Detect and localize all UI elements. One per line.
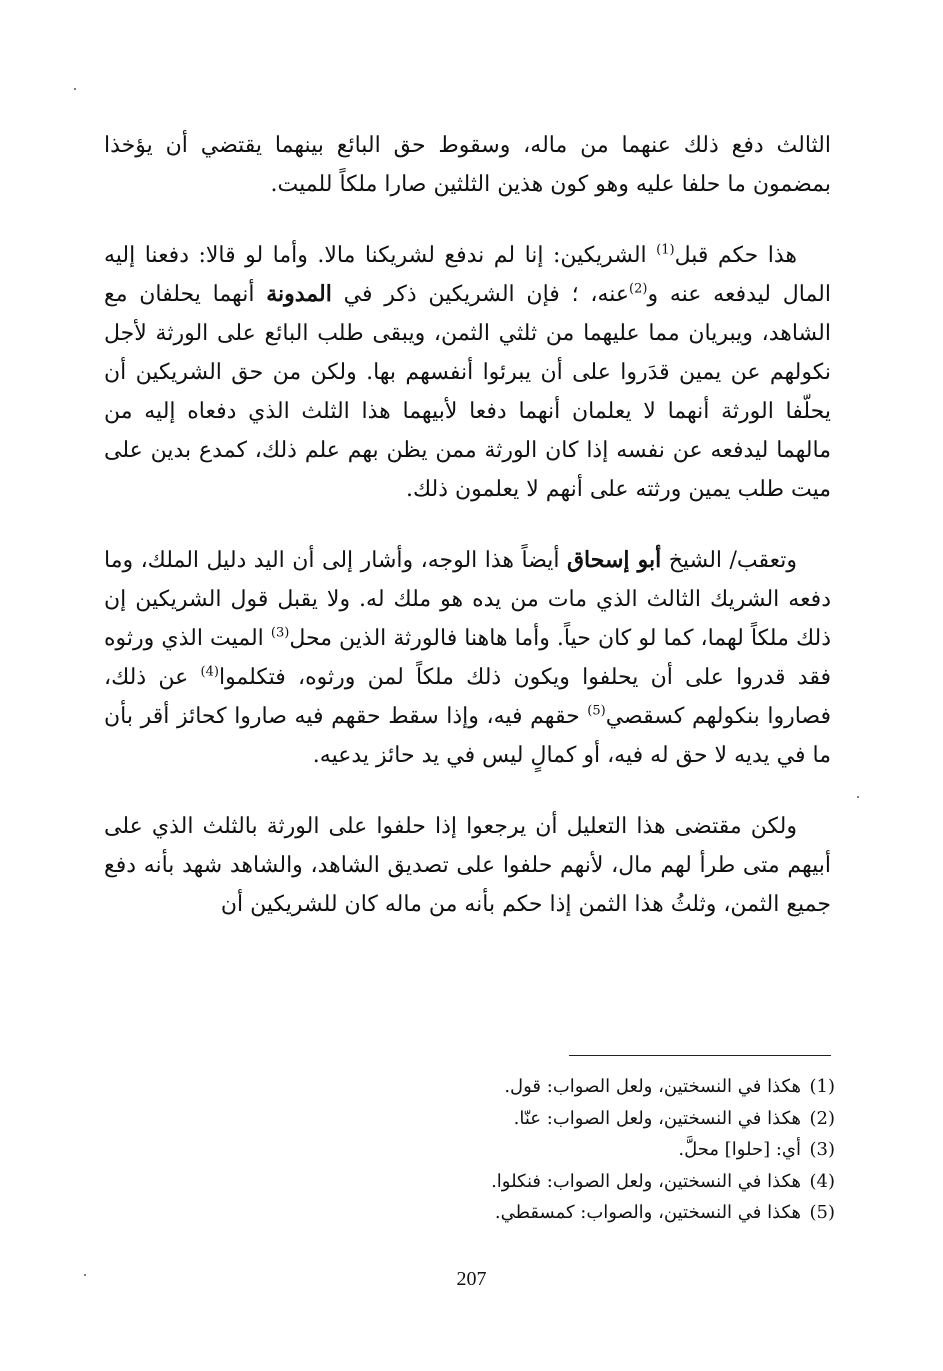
footnote-text: أي: [حلوا] محلَّ. — [678, 1139, 801, 1160]
scan-speck — [857, 796, 859, 798]
footnote-number: (4) — [809, 1170, 835, 1192]
p3-text-b: أيضاً هذا الوجه، وأشار إلى أن اليد دليل الملك، وما دفعه الشريك الثالث الذي مات من يده هو ملك له. ولا يقبل قول الشريكين إن ذلك ملكاً لهما، كما لو كان حياً. وأما هاهنا فالورثة الذين محل — [104, 548, 831, 651]
footnote-text: هكذا في النسختين، ولعل الصواب: قول. — [504, 1076, 801, 1097]
footnote-text: هكذا في النسختين، والصواب: كمسقطي. — [494, 1202, 801, 1223]
p2-text-d: أنهما يحلفان مع الشاهد، ويبريان مما عليهما من ثلثي الثمن، ويبقى طلب البائع على الورثة لأجل نكولهم عن يمين قدَروا على أن يبرئوا أنفسهم بها. ولكن من حق الشريكين أن يحلّفا الورثة أنهما لا يعلمان أنهما دفعا لأبيهما هذا الثلث الذي دفعاه إليه من مالهما ليدفعه عن نفسه إذا كان الورثة ممن يظن بهم علم ذلك، كمدع بدين على ميت طلب يمين ورثته على أنهم لا يعلمون ذلك. — [104, 282, 831, 502]
scan-speck — [84, 1274, 86, 1276]
footnote-ref-5: (5) — [587, 703, 606, 719]
scan-speck — [74, 88, 76, 90]
p2-text-b: الشريكين: إنا لم ندفع لشريكنا مالا. وأما لو قالا: دفعنا إليه المال ليدفعه عنه و — [104, 243, 831, 307]
footnotes — [104, 1071, 835, 1229]
p2-text-a: هذا حكم قبل — [674, 243, 797, 268]
footnote-number: (5) — [809, 1202, 835, 1223]
footnote-5 — [104, 1197, 835, 1229]
footnote-3 — [104, 1134, 835, 1166]
paragraph-1: الثالث دفع ذلك عنهما من ماله، وسقوط حق البائع بينهما يقتضي أن يؤخذا بمضمون ما حلفا عليه وهو كون هذين الثلثين صارا ملكاً للميت. — [104, 133, 831, 197]
footnote-ref-4: (4) — [200, 664, 219, 680]
p3-text-c: الميت الذي ورثوه فقد قدروا على أن يحلفوا ويكون ذلك ملكاً لمن ورثوه، فتكلموا — [104, 626, 831, 690]
footnote-number: (1) — [809, 1076, 835, 1097]
footnote-4 — [104, 1166, 835, 1198]
footnote-number: (2) — [809, 1107, 835, 1129]
footnote-number: (3) — [809, 1139, 835, 1160]
p2-text-c: عنه، ؛ فإن الشريكين ذكر في — [331, 282, 630, 307]
book-title-mudawwana: المدونة — [266, 281, 332, 307]
p3-text-a: وتعقب/ الشيخ — [661, 548, 797, 573]
footnote-text: هكذا في النسختين، ولعل الصواب: عنّا. — [513, 1107, 801, 1129]
page-number: 207 — [456, 1268, 487, 1290]
scholar-name: أبو إسحاق — [566, 547, 662, 573]
main-text — [104, 126, 831, 956]
footnote-ref-3: (3) — [270, 625, 290, 641]
paragraph-2 — [104, 236, 831, 509]
p3-text-e: حقهم فيه، وإذا سقط حقهم فيه صاروا كحائز أقر بأن ما في يديه لا حق له فيه، أو كمالٍ ليس في يد حائز يدعيه. — [104, 704, 831, 768]
p3-text-d: عن ذلك، فصاروا بنكولهم كسقصي — [104, 665, 831, 729]
footnote-separator — [569, 1055, 831, 1056]
footnote-1 — [104, 1071, 835, 1103]
footnote-ref-2: (2) — [629, 281, 648, 297]
footnote-text: هكذا في النسختين، ولعل الصواب: فنكلوا. — [491, 1170, 801, 1192]
footnote-ref-1: (1) — [656, 242, 675, 258]
footnote-2 — [104, 1103, 835, 1135]
paragraph-4: ولكن مقتضى هذا التعليل أن يرجعوا إذا حلفوا على الورثة بالثلث الذي على أبيهم متى طرأ لهم مال، لأنهم حلفوا على تصديق الشاهد، والشاهد شهد بأنه دفع جميع الثمن، وثلثُ هذا الثمن إذا حكم بأنه من ماله كان للشريكين أن — [104, 814, 831, 917]
paragraph-3 — [104, 541, 831, 775]
